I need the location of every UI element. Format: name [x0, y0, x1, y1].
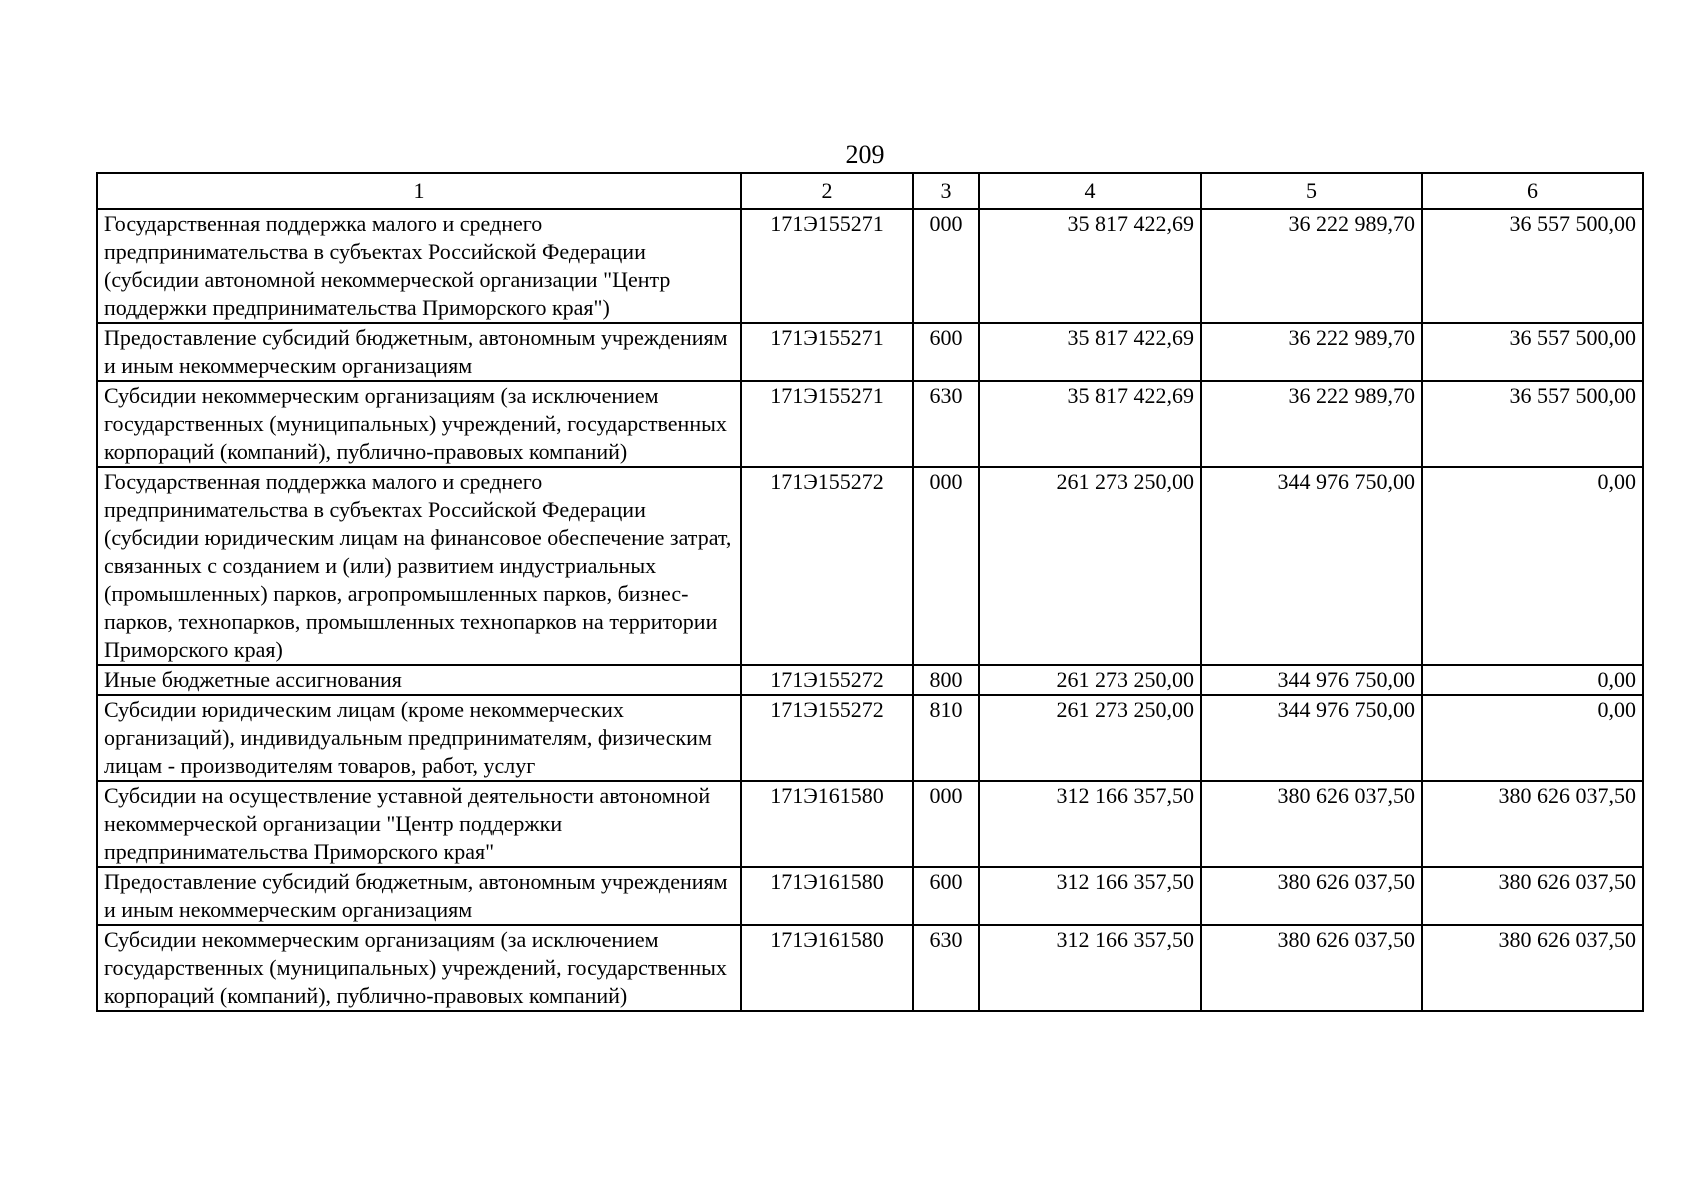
row-type: 000 [913, 209, 979, 323]
row-value-6: 380 626 037,50 [1422, 867, 1643, 925]
row-code: 171Э155272 [741, 467, 913, 665]
row-code: 171Э161580 [741, 925, 913, 1011]
row-name: Субсидии некоммерческим организациям (за исключением государственных (муниципальных) учреждений, государственных корпораций (компаний), публично-правовых компаний) [97, 925, 741, 1011]
table-row [97, 781, 1643, 867]
row-code: 171Э155271 [741, 381, 913, 467]
row-name: Субсидии юридическим лицам (кроме некоммерческих организаций), индивидуальным предпринимателям, физическим лицам - производителям товаров, работ, услуг [97, 695, 741, 781]
row-value-4: 35 817 422,69 [979, 323, 1201, 381]
row-value-4: 312 166 357,50 [979, 925, 1201, 1011]
table-row [97, 209, 1643, 323]
header-row [97, 173, 1643, 209]
row-type: 000 [913, 781, 979, 867]
row-value-4: 261 273 250,00 [979, 467, 1201, 665]
header-col-3: 3 [913, 173, 979, 209]
row-type: 630 [913, 925, 979, 1011]
row-code: 171Э161580 [741, 781, 913, 867]
row-value-5: 380 626 037,50 [1201, 925, 1422, 1011]
row-name: Государственная поддержка малого и среднего предпринимательства в субъектах Российской Федерации (субсидии автономной некоммерческой организации "Центр поддержки предпринимательства Приморского края") [97, 209, 741, 323]
header-col-6: 6 [1422, 173, 1643, 209]
header-col-4: 4 [979, 173, 1201, 209]
header-col-5: 5 [1201, 173, 1422, 209]
table-row [97, 467, 1643, 665]
row-value-6: 380 626 037,50 [1422, 781, 1643, 867]
row-value-6: 0,00 [1422, 665, 1643, 695]
header-col-2: 2 [741, 173, 913, 209]
row-value-4: 261 273 250,00 [979, 695, 1201, 781]
row-value-5: 344 976 750,00 [1201, 695, 1422, 781]
row-value-4: 35 817 422,69 [979, 381, 1201, 467]
row-value-5: 344 976 750,00 [1201, 665, 1422, 695]
row-type: 000 [913, 467, 979, 665]
table-row [97, 925, 1643, 1011]
table-row [97, 323, 1643, 381]
row-value-6: 0,00 [1422, 467, 1643, 665]
row-code: 171Э155272 [741, 665, 913, 695]
row-value-4: 35 817 422,69 [979, 209, 1201, 323]
row-name: Предоставление субсидий бюджетным, автономным учреждениям и иным некоммерческим организациям [97, 867, 741, 925]
row-value-6: 36 557 500,00 [1422, 209, 1643, 323]
row-value-4: 312 166 357,50 [979, 781, 1201, 867]
table-row [97, 695, 1643, 781]
header-col-1: 1 [97, 173, 741, 209]
row-type: 800 [913, 665, 979, 695]
row-name: Субсидии на осуществление уставной деятельности автономной некоммерческой организации "Центр поддержки предпринимательства Приморского края" [97, 781, 741, 867]
row-value-6: 380 626 037,50 [1422, 925, 1643, 1011]
row-code: 171Э155271 [741, 323, 913, 381]
row-type: 600 [913, 323, 979, 381]
row-code: 171Э155271 [741, 209, 913, 323]
row-name: Государственная поддержка малого и среднего предпринимательства в субъектах Российской Федерации (субсидии юридическим лицам на финансовое обеспечение затрат, связанных с созданием и (или) развитием индустриальных (промышленных) парков, агропромышленных парков, бизнес-парков, технопарков, промышленных технопарков на территории Приморского края) [97, 467, 741, 665]
row-type: 600 [913, 867, 979, 925]
budget-table [96, 172, 1644, 1012]
row-value-4: 261 273 250,00 [979, 665, 1201, 695]
row-value-5: 36 222 989,70 [1201, 209, 1422, 323]
row-value-4: 312 166 357,50 [979, 867, 1201, 925]
row-name: Предоставление субсидий бюджетным, автономным учреждениям и иным некоммерческим организациям [97, 323, 741, 381]
row-value-6: 36 557 500,00 [1422, 381, 1643, 467]
page-number: 209 [845, 140, 885, 169]
row-type: 810 [913, 695, 979, 781]
row-value-5: 36 222 989,70 [1201, 381, 1422, 467]
row-value-6: 36 557 500,00 [1422, 323, 1643, 381]
row-name: Субсидии некоммерческим организациям (за исключением государственных (муниципальных) учреждений, государственных корпораций (компаний), публично-правовых компаний) [97, 381, 741, 467]
row-value-5: 36 222 989,70 [1201, 323, 1422, 381]
row-code: 171Э155272 [741, 695, 913, 781]
row-code: 171Э161580 [741, 867, 913, 925]
row-value-5: 380 626 037,50 [1201, 781, 1422, 867]
table-row [97, 381, 1643, 467]
table-row [97, 665, 1643, 695]
row-value-5: 380 626 037,50 [1201, 867, 1422, 925]
row-type: 630 [913, 381, 979, 467]
row-value-6: 0,00 [1422, 695, 1643, 781]
row-value-5: 344 976 750,00 [1201, 467, 1422, 665]
row-name: Иные бюджетные ассигнования [97, 665, 741, 695]
table-row [97, 867, 1643, 925]
